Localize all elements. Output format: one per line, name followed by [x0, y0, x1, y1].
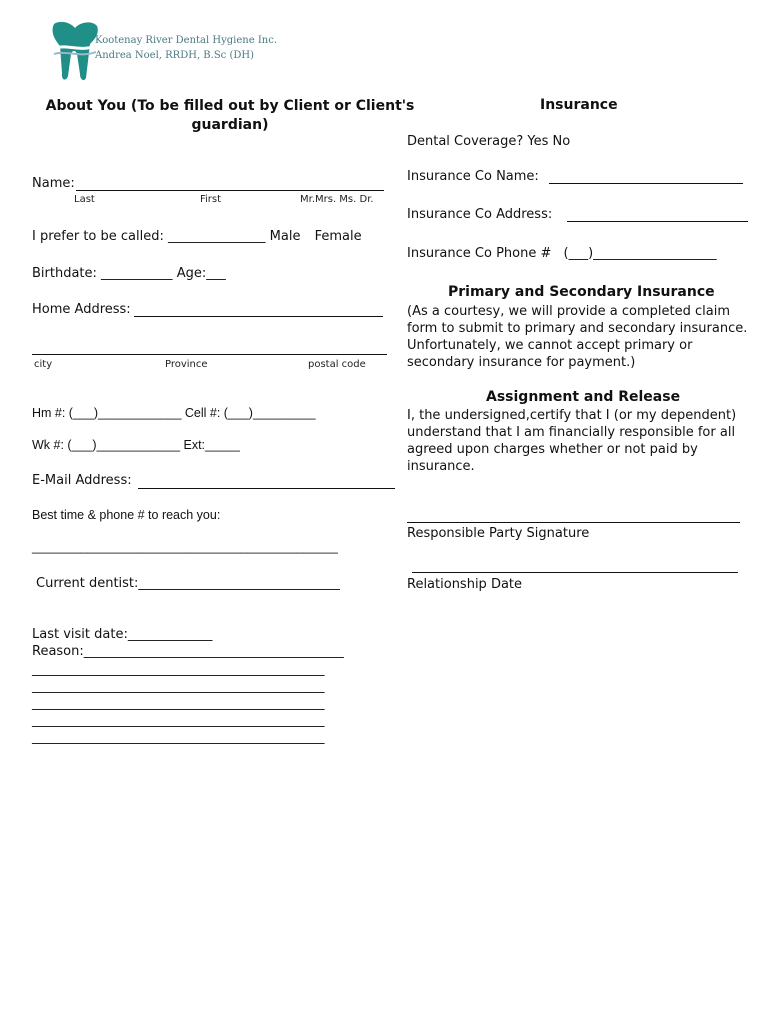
relationship-date-field[interactable] [412, 572, 738, 573]
birthdate-field[interactable]: ___________ [101, 266, 173, 281]
postal-code-caption: postal code [308, 359, 366, 370]
current-dentist-field[interactable]: _______________________________ [138, 576, 340, 591]
reason-line[interactable]: _____________________________________________ [32, 662, 325, 677]
reason-field[interactable]: ________________________________________ [83, 644, 344, 659]
insurance-co-phone-label: Insurance Co Phone # [407, 246, 552, 261]
name-field[interactable] [76, 190, 384, 191]
work-phone-field[interactable]: Wk #: (___)____________ Ext:_____ [32, 438, 240, 452]
reason-line[interactable]: _____________________________________________ [32, 696, 325, 711]
province-caption: Province [165, 359, 208, 370]
city-caption: city [34, 359, 53, 370]
about-you-heading: About You (To be filled out by Client or Client's guardian) [45, 98, 415, 133]
relationship-label: Relationship [407, 577, 487, 592]
home-cell-phone-field[interactable]: Hm #: (___)____________ Cell #: (___)_________ [32, 406, 316, 420]
insurance-co-phone-row [407, 246, 717, 261]
signature-field[interactable] [407, 522, 740, 523]
insurance-co-name-label: Insurance Co Name: [407, 169, 539, 184]
email-field[interactable] [138, 488, 395, 489]
birthdate-row [32, 266, 226, 281]
age-field[interactable]: ___ [206, 266, 226, 281]
address-line-2-field[interactable] [32, 354, 387, 355]
coverage-no-option[interactable]: No [552, 134, 571, 149]
birthdate-label: Birthdate: [32, 266, 97, 281]
reason-row [32, 644, 344, 659]
relationship-date-row [407, 577, 522, 592]
home-address-field[interactable] [134, 316, 383, 317]
tooth-logo-icon [50, 18, 100, 84]
insurance-co-name-field[interactable] [549, 183, 743, 184]
first-name-caption: First [200, 194, 222, 205]
preferred-name-row[interactable] [32, 229, 362, 244]
best-time-field[interactable]: ____________________________________________ [32, 540, 338, 554]
last-visit-row [32, 627, 212, 642]
current-dentist-label: Current dentist: [36, 576, 139, 591]
dental-coverage-label: Dental Coverage? [407, 134, 524, 149]
insurance-co-address-field[interactable] [567, 221, 748, 222]
primary-secondary-heading: Primary and Secondary Insurance [448, 284, 715, 300]
last-visit-field[interactable]: _____________ [127, 627, 213, 642]
name-label: Name: [32, 176, 75, 191]
age-label: Age: [176, 266, 207, 281]
assignment-release-text: I, the undersigned,certify that I (or my dependent) understand that I am financially responsible for all agreed upon charges whether or not paid by insurance. [407, 408, 737, 474]
insurance-co-address-label: Insurance Co Address: [407, 207, 553, 222]
assignment-release-heading: Assignment and Release [486, 389, 681, 405]
male-option[interactable]: Male [269, 229, 301, 244]
date-label: Date [490, 577, 523, 592]
reason-line[interactable]: _____________________________________________ [32, 679, 325, 694]
reason-lines [32, 661, 325, 746]
female-option[interactable]: Female [314, 229, 362, 244]
reason-line[interactable]: _____________________________________________ [32, 730, 325, 745]
preferred-name-field[interactable]: _______________ [168, 229, 266, 244]
email-label: E-Mail Address: [32, 473, 132, 488]
insurance-heading: Insurance [540, 97, 618, 113]
dental-coverage-row [407, 134, 570, 149]
last-name-caption: Last [74, 194, 95, 205]
coverage-yes-option[interactable]: Yes [527, 134, 549, 149]
insurance-co-phone-field[interactable]: (___)___________________ [563, 246, 717, 261]
preferred-name-label: I prefer to be called: [32, 229, 164, 244]
title-options-caption: Mr.Mrs. Ms. Dr. [300, 194, 374, 205]
current-dentist-row [36, 576, 340, 591]
best-time-label: Best time & phone # to reach you: [32, 508, 221, 522]
company-name: Kootenay River Dental Hygiene Inc. Andrea Noel, RRDH, B.Sc (DH) [95, 35, 277, 61]
signature-label: Responsible Party Signature [407, 526, 590, 541]
last-visit-label: Last visit date: [32, 627, 128, 642]
primary-secondary-text: (As a courtesy, we will provide a completed claim form to submit to primary and secondary insurance. Unfortunately, we cannot accept primary or secondary insurance for payment.) [407, 304, 748, 370]
reason-label: Reason: [32, 644, 84, 659]
home-address-label: Home Address: [32, 302, 131, 317]
reason-line[interactable]: _____________________________________________ [32, 713, 325, 728]
